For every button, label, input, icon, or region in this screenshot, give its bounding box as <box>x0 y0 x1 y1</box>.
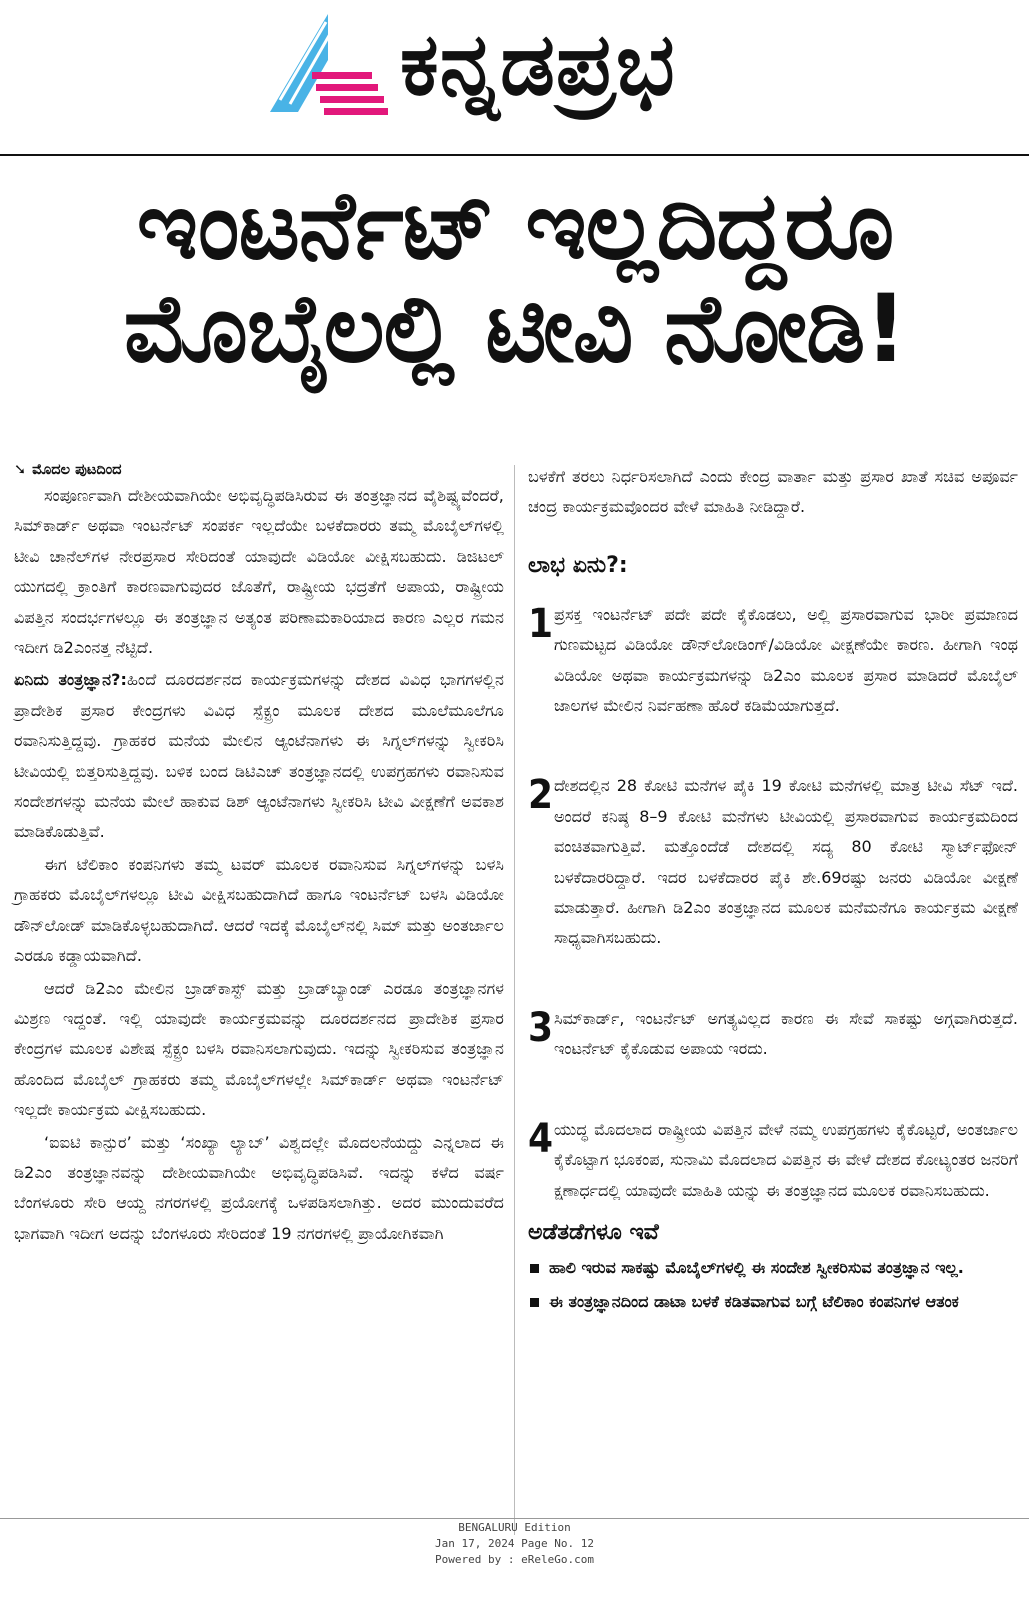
obstacle-item <box>528 1253 1018 1283</box>
obstacle-text: ಈ ತಂತ್ರಜ್ಞಾನದಿಂದ ಡಾಟಾ ಬಳಕೆ ಕಡಿತವಾಗುವ ಬಗ್ಗೆ ಟೆಲಿಕಾಂ ಕಂಪನಿಗಳ ಆತಂಕ <box>549 1292 959 1312</box>
powered-by-link[interactable]: Powered by : eReleGo.com <box>435 1553 594 1566</box>
article-right-column <box>528 462 1018 1322</box>
benefit-point <box>528 1115 1018 1206</box>
paragraph-3: ಈಗ ಟೆಲಿಕಾಂ ಕಂಪನಿಗಳು ತಮ್ಮ ಟವರ್ ಮೂಲಕ ರವಾನಿಸುವ ಸಿಗ್ನಲ್‌ಗಳನ್ನು ಬಳಸಿ ಗ್ರಾಹಕರು ಮೊಬೈಲ್‌ಗಳಲ್ಲೂ ಟೀವಿ ವೀಕ್ಷಿಸಬಹುದಾಗಿದೆ ಹಾಗೂ ಇಂಟರ್ನೆಟ್ ಬಳಸಿ ವಿಡಿಯೋ ಡೌನ್‌ಲೋಡ್ ಮಾಡಿಕೊಳ್ಳಬಹುದಾಗಿದೆ. ಆದರೆ ಇದಕ್ಕೆ ಮೊಬೈಲ್‌ನಲ್ಲಿ ಸಿಮ್ ಮತ್ತು ಅಂತರ್ಜಾಲ ಎರಡೂ ಕಡ್ಡಾಯವಾಗಿದೆ. <box>14 854 504 966</box>
article-left-column <box>14 462 504 1251</box>
headline-line-1: ಇಂಟರ್ನೆಟ್ ಇಲ್ಲದಿದ್ದರೂ <box>136 172 894 281</box>
obstacle-text: ಹಾಲಿ ಇರುವ ಸಾಕಷ್ಟು ಮೊಬೈಲ್‌ಗಳಲ್ಲಿ ಈ ಸಂದೇಶ ಸ್ವೀಕರಿಸುವ ತಂತ್ರಜ್ಞಾನ ಇಲ್ಲ. <box>549 1257 964 1277</box>
column-divider <box>514 465 515 1535</box>
footer <box>0 1520 1029 1568</box>
benefit-text: ಸಿಮ್‌ಕಾರ್ಡ್, ಇಂಟರ್ನೆಟ್ ಅಗತ್ಯವಿಲ್ಲದ ಕಾರಣ ಈ ಸೇವೆ ಸಾಕಷ್ಟು ಅಗ್ಗವಾಗಿರುತ್ತದೆ. ಇಂಟರ್ನೆಟ್ ಕೈಕೊಡುವ ಅಪಾಯ ಇರದು. <box>554 1008 1018 1059</box>
masthead-divider <box>0 154 1029 156</box>
benefits-heading: ಲಾಭ ಏನು?: <box>528 552 628 578</box>
paragraph-2 <box>14 665 504 847</box>
benefit-point <box>528 600 1018 722</box>
paragraph-2-body: ಹಿಂದೆ ದೂರದರ್ಶನದ ಕಾರ್ಯಕ್ರಮಗಳನ್ನು ದೇಶದ ವಿವಿಧ ಭಾಗಗಳಲ್ಲಿನ ಪ್ರಾದೇಶಿಕ ಪ್ರಸಾರ ಕೇಂದ್ರಗಳು ವಿವಿಧ ಸ್ಪೆಕ್ಟ್ರಂ ಮೂಲಕ ದೇಶದ ಮೂಲೆಮೂಲೆಗೂ ರವಾನಿಸುತ್ತಿದ್ದವು. ಗ್ರಾಹಕರ ಮನೆಯ ಮೇಲಿನ ಆ್ಯಂಟೆನಾಗಳು ಈ ಸಿಗ್ನಲ್‌ಗಳನ್ನು ಸ್ವೀಕರಿಸಿ ಟೀವಿಯಲ್ಲಿ ಬಿತ್ತರಿಸುತ್ತಿದ್ದವು. ಬಳಿಕ ಬಂದ ಡಿಟಿಎಚ್ ತಂತ್ರಜ್ಞಾನದಲ್ಲಿ ಉಪಗ್ರಹಗಳು ರವಾನಿಸುವ ಸಂದೇಶಗಳನ್ನು ಮನೆಯ ಮೇಲೆ ಹಾಕುವ ಡಿಶ್ ಆ್ಯಂಟೆನಾಗಳು ಸ್ವೀಕರಿಸಿ ಟೀವಿ ವೀಕ್ಷಣೆಗೆ ಅವಕಾಶ ಮಾಡಿಕೊಡುತ್ತಿವೆ. <box>14 670 504 842</box>
benefit-number: 2 <box>528 772 554 819</box>
headline-line-2: ಮೊಬೈಲಲ್ಲಿ ಟೀವಿ ನೋಡಿ! <box>123 275 907 385</box>
masthead-logo-text: ಕನ್ನಡಪ್ರಭ <box>400 15 676 115</box>
date-page-label: Jan 17, 2024 Page No. 12 <box>435 1537 594 1550</box>
what-is-technology-lead: ಏನಿದು ತಂತ್ರಜ್ಞಾನ?: <box>14 670 128 690</box>
headline <box>10 172 1020 385</box>
edition-label: BENGALURU Edition <box>458 1521 571 1534</box>
square-bullet-icon <box>530 1264 539 1273</box>
continued-label: ಮೊದಲ ಪುಟದಿಂದ <box>32 462 122 478</box>
paragraph-4: ಆದರೆ ಡಿ2ಎಂ ಮೇಲಿನ ಬ್ರಾಡ್‌ಕಾಸ್ಟ್ ಮತ್ತು ಬ್ರಾಡ್‌ಬ್ಯಾಂಡ್ ಎರಡೂ ತಂತ್ರಜ್ಞಾನಗಳ ಮಿಶ್ರಣ ಇದ್ದಂತೆ. ಇಲ್ಲಿ ಯಾವುದೇ ಕಾರ್ಯಕ್ರಮವನ್ನು ದೂರದರ್ಶನದ ಪ್ರಾದೇಶಿಕ ಪ್ರಸಾರ ಕೇಂದ್ರಗಳ ಮೂಲಕ ವಿಶೇಷ ಸ್ಪೆಕ್ಟ್ರಂ ಬಳಸಿ ರವಾನಿಸಲಾಗುವುದು. ಇದನ್ನು ಸ್ವೀಕರಿಸುವ ತಂತ್ರಜ್ಞಾನ ಹೊಂದಿದ ಮೊಬೈಲ್ ಗ್ರಾಹಕರು ತಮ್ಮ ಮೊಬೈಲ್‌ಗಳಲ್ಲೇ ಸಿಮ್‌ಕಾರ್ಡ್ ಅಥವಾ ಇಂಟರ್ನೆಟ್ ಇಲ್ಲದೇ ಕಾರ್ಯಕ್ರಮ ವೀಕ್ಷಿಸಬಹುದು. <box>14 978 504 1120</box>
benefit-point <box>528 771 1018 953</box>
benefit-number: 4 <box>528 1115 554 1162</box>
arrow-back-icon: ➘ <box>14 462 27 478</box>
square-bullet-icon <box>530 1298 539 1307</box>
benefit-point <box>528 1004 1018 1065</box>
obstacles-heading: ಅಡೆತಡೆಗಳೂ ಇವೆ <box>528 1219 659 1245</box>
benefit-text: ದೇಶದಲ್ಲಿನ 28 ಕೋಟಿ ಮನೆಗಳ ಪೈಕಿ 19 ಕೋಟಿ ಮನೆಗಳಲ್ಲಿ ಮಾತ್ರ ಟೀವಿ ಸೆಟ್ ಇದೆ. ಅಂದರೆ ಕನಿಷ್ಠ 8–9 ಕೋಟಿ ಮನೆಗಳು ಟೀವಿಯಲ್ಲಿ ಪ್ರಸಾರವಾಗುವ ಕಾರ್ಯಕ್ರಮದಿಂದ ವಂಚಿತವಾಗುತ್ತಿವೆ. ಮತ್ತೊಂದೆಡೆ ದೇಶದಲ್ಲಿ ಸದ್ಯ 80 ಕೋಟಿ ಸ್ಮಾರ್ಟ್‌ಫೋನ್ ಬಳಕೆದಾರರಿದ್ದಾರೆ. ಇದರ ಬಳಕೆದಾರರ ಪೈಕಿ ಶೇ.69ರಷ್ಟು ಜನರು ವಿಡಿಯೋ ವೀಕ್ಷಣೆ ಮಾಡುತ್ತಾರೆ. ಹೀಗಾಗಿ ಡಿ2ಎಂ ತಂತ್ರಜ್ಞಾನದ ಮೂಲಕ ಮನೆಮನೆಗೂ ಕಾರ್ಯಕ್ರಮ ವೀಕ್ಷಣೆ ಸಾಧ್ಯವಾಗಿಸಬಹುದು. <box>554 776 1018 948</box>
paragraph-5: ‘ಐಐಟಿ ಕಾನ್ಪುರ’ ಮತ್ತು ‘ಸಂಖ್ಯಾ ಲ್ಯಾಬ್’ ವಿಶ್ವದಲ್ಲೇ ಮೊದಲನೆಯದ್ದು ಎನ್ನಲಾದ ಈ ಡಿ2ಎಂ ತಂತ್ರಜ್ಞಾನವನ್ನು ದೇಶೀಯವಾಗಿಯೇ ಅಭಿವೃದ್ಧಿಪಡಿಸಿವೆ. ಇದನ್ನು ಕಳೆದ ವರ್ಷ ಬೆಂಗಳೂರು ಸೇರಿ ಆಯ್ದ ನಗರಗಳಲ್ಲಿ ಪ್ರಯೋಗಕ್ಕೆ ಒಳಪಡಿಸಲಾಗಿತ್ತು. ಅದರ ಮುಂದುವರೆದ ಭಾಗವಾಗಿ ಇದೀಗ ಅದನ್ನು ಬೆಂಗಳೂರು ಸೇರಿದಂತೆ 19 ನಗರಗಳಲ್ಲಿ ಪ್ರಾಯೋಗಿಕವಾಗಿ <box>14 1132 504 1243</box>
paragraph-continued: ಬಳಕೆಗೆ ತರಲು ನಿರ್ಧರಿಸಲಾಗಿದೆ ಎಂದು ಕೇಂದ್ರ ವಾರ್ತಾ ಮತ್ತು ಪ್ರಸಾರ ಖಾತೆ ಸಚಿವ ಅಪೂರ್ವ ಚಂದ್ರ ಕಾರ್ಯಕ್ರಮವೊಂದರ ವೇಳೆ ಮಾಹಿತಿ ನೀಡಿದ್ದಾರೆ. <box>528 467 1018 517</box>
benefit-number: 3 <box>528 1004 554 1051</box>
benefit-number: 1 <box>528 600 554 647</box>
obstacle-item <box>528 1287 1018 1317</box>
benefit-text: ಯುದ್ಧ ಮೊದಲಾದ ರಾಷ್ಟ್ರೀಯ ವಿಪತ್ತಿನ ವೇಳೆ ನಮ್ಮ ಉಪಗ್ರಹಗಳು ಕೈಕೊಟ್ಟರೆ, ಅಂತರ್ಜಾಲ ಕೈಕೊಟ್ಟಾಗ ಭೂಕಂಪ, ಸುನಾಮಿ ಮೊದಲಾದ ವಿಪತ್ತಿನ ಈ ವೇಳೆ ದೇಶದ ಕೋಟ್ಯಂತರ ಜನರಿಗೆ ಕ್ಷಣಾರ್ಧದಲ್ಲಿ ಯಾವುದೇ ಮಾಹಿತಿ ಯನ್ನು ಈ ತಂತ್ರಜ್ಞಾನದ ಮೂಲಕ ರವಾನಿಸಬಹುದು. <box>554 1119 1018 1200</box>
continued-from-front-page <box>14 462 504 478</box>
kannadaprabha-logo-icon <box>268 12 388 120</box>
paragraph-1: ಸಂಪೂರ್ಣವಾಗಿ ದೇಶೀಯವಾಗಿಯೇ ಅಭಿವೃದ್ಧಿಪಡಿಸಿರುವ ಈ ತಂತ್ರಜ್ಞಾನದ ವೈಶಿಷ್ಟ್ಯವೆಂದರೆ, ಸಿಮ್‌ಕಾರ್ಡ್ ಅಥವಾ ಇಂಟರ್ನೆಟ್ ಸಂಪರ್ಕ ಇಲ್ಲದೆಯೇ ಬಳಕೆದಾರರು ತಮ್ಮ ಮೊಬೈಲ್‌ಗಳಲ್ಲಿ ಟೀವಿ ಚಾನೆಲ್‌ಗಳ ನೇರಪ್ರಸಾರ ಸೇರಿದಂತೆ ಯಾವುದೇ ವಿಡಿಯೋ ವೀಕ್ಷಿಸಬಹುದು. ಡಿಜಿಟಲ್ ಯುಗದಲ್ಲಿ ಕ್ರಾಂತಿಗೆ ಕಾರಣವಾಗುವುದರ ಜೊತೆಗೆ, ರಾಷ್ಟ್ರೀಯ ಭದ್ರತೆಗೆ ಅಪಾಯ, ರಾಷ್ಟ್ರೀಯ ವಿಪತ್ತಿನ ಸಂದರ್ಭಗಳಲ್ಲೂ ಈ ತಂತ್ರಜ್ಞಾನ ಅತ್ಯಂತ ಪರಿಣಾಮಕಾರಿಯಾದ ಕಾರಣ ಎಲ್ಲರ ಗಮನ ಇದೀಗ ಡಿ2ಎಂನತ್ತ ನೆಟ್ಟಿದೆ. <box>14 486 504 658</box>
masthead <box>0 0 1029 155</box>
footer-divider <box>0 1518 1029 1519</box>
benefit-text: ಪ್ರಸಕ್ತ ಇಂಟರ್ನೆಟ್ ಪದೇ ಪದೇ ಕೈಕೊಡಲು, ಅಲ್ಲಿ ಪ್ರಸಾರವಾಗುವ ಭಾರೀ ಪ್ರಮಾಣದ ಗುಣಮಟ್ಟದ ವಿಡಿಯೋ ಡೌನ್‌ಲೋಡಿಂಗ್/ವಿಡಿಯೋ ವೀಕ್ಷಣೆಯೇ ಕಾರಣ. ಹೀಗಾಗಿ ಇಂಥ ವಿಡಿಯೋ ಅಥವಾ ಕಾರ್ಯಕ್ರಮಗಳನ್ನು ಡಿ2ಎಂ ಮೂಲಕ ಪ್ರಸಾರ ಮಾಡಿದರೆ ಮೊಬೈಲ್ ಜಾಲಗಳ ಮೇಲಿನ ನಿರ್ವಹಣಾ ಹೊರೆ ಕಡಿಮೆಯಾಗುತ್ತದೆ. <box>554 604 1018 716</box>
